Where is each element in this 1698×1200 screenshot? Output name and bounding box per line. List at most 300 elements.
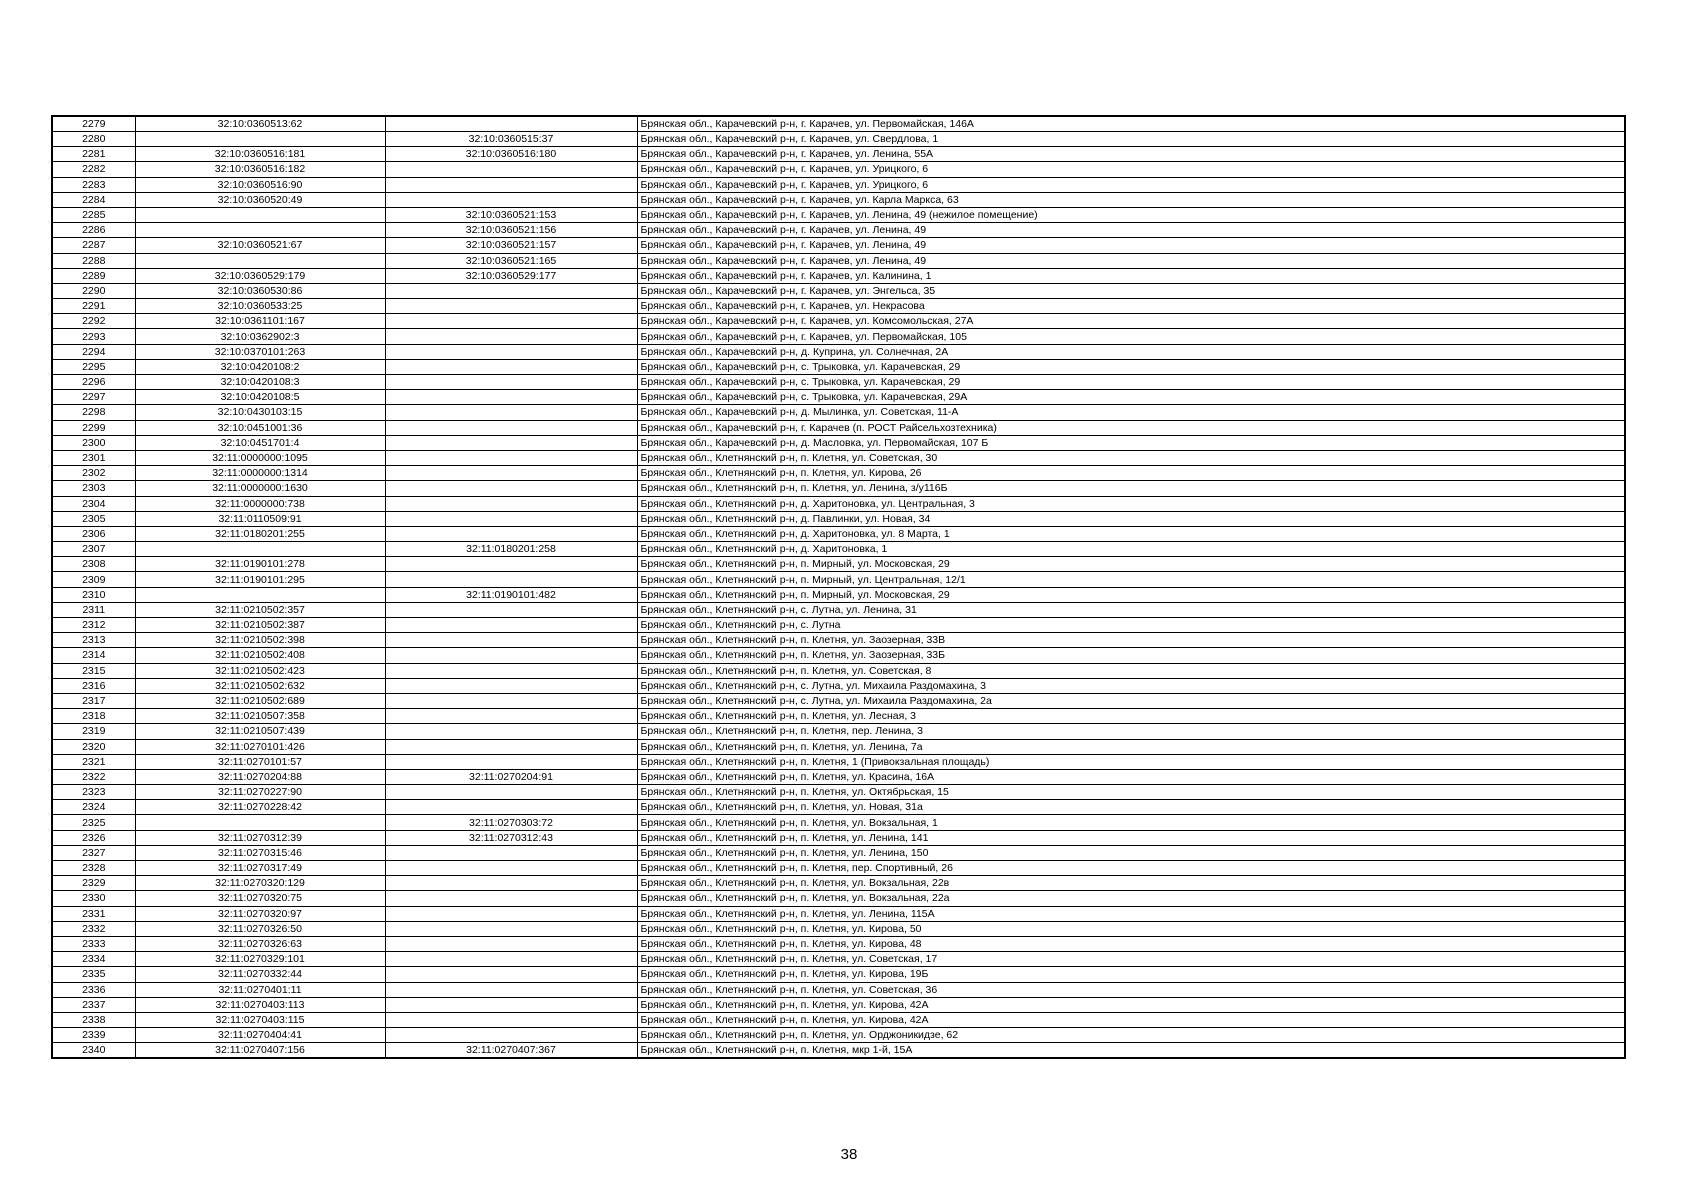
row-number-cell: 2317 (52, 693, 135, 708)
related-cadastral-number-cell (385, 390, 637, 405)
table-row (52, 283, 1625, 298)
table-row (52, 542, 1625, 557)
related-cadastral-number-cell (385, 572, 637, 587)
row-number-cell: 2293 (52, 329, 135, 344)
related-cadastral-number-cell (385, 982, 637, 997)
address-cell: Брянская обл., Клетнянский р-н, п. Клетня, ул. Ленина, 150 (637, 845, 1625, 860)
row-number-cell: 2339 (52, 1028, 135, 1043)
table-row (52, 496, 1625, 511)
address-cell: Брянская обл., Клетнянский р-н, п. Клетня, ул. Советская, 17 (637, 952, 1625, 967)
cadastral-number-cell (135, 815, 385, 830)
related-cadastral-number-cell (385, 678, 637, 693)
address-cell: Брянская обл., Клетнянский р-н, п. Клетня, ул. Кирова, 19Б (637, 967, 1625, 982)
table-row (52, 845, 1625, 860)
cadastral-number-cell: 32:11:0000000:1630 (135, 481, 385, 496)
cadastral-number-cell: 32:10:0420108:2 (135, 359, 385, 374)
row-number-cell: 2309 (52, 572, 135, 587)
row-number-cell: 2308 (52, 557, 135, 572)
related-cadastral-number-cell: 32:11:0190101:482 (385, 587, 637, 602)
cadastral-number-cell: 32:11:0270407:156 (135, 1043, 385, 1059)
related-cadastral-number-cell (385, 299, 637, 314)
cadastral-number-cell: 32:11:0270317:49 (135, 861, 385, 876)
row-number-cell: 2334 (52, 952, 135, 967)
cadastral-number-cell: 32:10:0361101:167 (135, 314, 385, 329)
row-number-cell: 2288 (52, 253, 135, 268)
table-row (52, 906, 1625, 921)
row-number-cell: 2298 (52, 405, 135, 420)
row-number-cell: 2324 (52, 800, 135, 815)
row-number-cell: 2336 (52, 982, 135, 997)
table-row (52, 967, 1625, 982)
row-number-cell: 2310 (52, 587, 135, 602)
address-cell: Брянская обл., Карачевский р-н, д. Мылинка, ул. Советская, 11-А (637, 405, 1625, 420)
row-number-cell: 2331 (52, 906, 135, 921)
address-cell: Брянская обл., Клетнянский р-н, п. Клетня, пер. Ленина, 3 (637, 724, 1625, 739)
table-row (52, 253, 1625, 268)
cadastral-number-cell: 32:11:0210507:358 (135, 709, 385, 724)
cadastral-number-cell: 32:10:0360516:181 (135, 147, 385, 162)
cadastral-number-cell: 32:10:0360520:49 (135, 192, 385, 207)
row-number-cell: 2319 (52, 724, 135, 739)
table-row (52, 861, 1625, 876)
related-cadastral-number-cell (385, 967, 637, 982)
row-number-cell: 2304 (52, 496, 135, 511)
table-row (52, 207, 1625, 222)
table-row (52, 602, 1625, 617)
row-number-cell: 2323 (52, 785, 135, 800)
cadastral-number-cell: 32:11:0210502:632 (135, 678, 385, 693)
cadastral-number-cell (135, 587, 385, 602)
table-row (52, 299, 1625, 314)
address-cell: Брянская обл., Клетнянский р-н, д. Харитоновка, ул. Центральная, 3 (637, 496, 1625, 511)
address-cell: Брянская обл., Карачевский р-н, г. Карачев, ул. Урицкого, 6 (637, 177, 1625, 192)
address-cell: Брянская обл., Карачевский р-н, г. Карачев, ул. Некрасова (637, 299, 1625, 314)
table-row (52, 268, 1625, 283)
address-cell: Брянская обл., Клетнянский р-н, п. Клетня, ул. Новая, 31а (637, 800, 1625, 815)
table-row (52, 785, 1625, 800)
related-cadastral-number-cell (385, 633, 637, 648)
table-row (52, 405, 1625, 420)
row-number-cell: 2300 (52, 435, 135, 450)
row-number-cell: 2294 (52, 344, 135, 359)
related-cadastral-number-cell (385, 557, 637, 572)
related-cadastral-number-cell (385, 481, 637, 496)
cadastral-number-cell: 32:11:0210502:357 (135, 602, 385, 617)
related-cadastral-number-cell (385, 162, 637, 177)
table-row (52, 618, 1625, 633)
cadastral-number-cell: 32:11:0270329:101 (135, 952, 385, 967)
address-cell: Брянская обл., Карачевский р-н, г. Карачев, ул. Ленина, 49 (637, 223, 1625, 238)
row-number-cell: 2320 (52, 739, 135, 754)
row-number-cell: 2314 (52, 648, 135, 663)
cadastral-number-cell: 32:11:0270332:44 (135, 967, 385, 982)
table-row (52, 223, 1625, 238)
related-cadastral-number-cell (385, 116, 637, 132)
related-cadastral-number-cell (385, 450, 637, 465)
related-cadastral-number-cell (385, 845, 637, 860)
row-number-cell: 2329 (52, 876, 135, 891)
cadastral-number-cell: 32:11:0270403:113 (135, 997, 385, 1012)
table-row (52, 587, 1625, 602)
row-number-cell: 2338 (52, 1012, 135, 1027)
address-cell: Брянская обл., Клетнянский р-н, п. Клетня, ул. Октябрьская, 15 (637, 785, 1625, 800)
cadastral-number-cell: 32:11:0000000:738 (135, 496, 385, 511)
related-cadastral-number-cell (385, 405, 637, 420)
address-cell: Брянская обл., Карачевский р-н, г. Карачев (п. РОСТ Райсельхозтехника) (637, 420, 1625, 435)
table-row (52, 648, 1625, 663)
address-cell: Брянская обл., Клетнянский р-н, п. Мирный, ул. Московская, 29 (637, 587, 1625, 602)
related-cadastral-number-cell (385, 526, 637, 541)
cadastral-number-cell: 32:11:0000000:1314 (135, 466, 385, 481)
address-cell: Брянская обл., Клетнянский р-н, п. Клетня, ул. Кирова, 48 (637, 936, 1625, 951)
table-row (52, 739, 1625, 754)
row-number-cell: 2302 (52, 466, 135, 481)
row-number-cell: 2287 (52, 238, 135, 253)
related-cadastral-number-cell (385, 997, 637, 1012)
cadastral-number-cell: 32:11:0270228:42 (135, 800, 385, 815)
cadastral-number-cell: 32:11:0190101:295 (135, 572, 385, 587)
address-cell: Брянская обл., Клетнянский р-н, п. Клетня, ул. Заозерная, 33В (637, 633, 1625, 648)
related-cadastral-number-cell (385, 921, 637, 936)
cadastral-number-cell: 32:10:0360529:179 (135, 268, 385, 283)
related-cadastral-number-cell (385, 466, 637, 481)
cadastral-number-cell: 32:11:0270312:39 (135, 830, 385, 845)
address-cell: Брянская обл., Карачевский р-н, г. Карачев, ул. Первомайская, 105 (637, 329, 1625, 344)
row-number-cell: 2306 (52, 526, 135, 541)
related-cadastral-number-cell (385, 648, 637, 663)
related-cadastral-number-cell (385, 496, 637, 511)
row-number-cell: 2281 (52, 147, 135, 162)
related-cadastral-number-cell: 32:11:0270312:43 (385, 830, 637, 845)
registry-table-body (52, 116, 1625, 1058)
address-cell: Брянская обл., Клетнянский р-н, д. Харитоновка, ул. 8 Марта, 1 (637, 526, 1625, 541)
cadastral-number-cell: 32:11:0000000:1095 (135, 450, 385, 465)
row-number-cell: 2328 (52, 861, 135, 876)
row-number-cell: 2307 (52, 542, 135, 557)
cadastral-number-cell: 32:11:0270320:97 (135, 906, 385, 921)
table-row (52, 815, 1625, 830)
cadastral-number-cell: 32:11:0210502:423 (135, 663, 385, 678)
address-cell: Брянская обл., Клетнянский р-н, с. Лутна, ул. Михаила Раздомахина, 3 (637, 678, 1625, 693)
table-row (52, 1028, 1625, 1043)
table-row (52, 116, 1625, 132)
related-cadastral-number-cell (385, 1028, 637, 1043)
table-row (52, 1012, 1625, 1027)
address-cell: Брянская обл., Клетнянский р-н, п. Клетня, ул. Ленина, 115А (637, 906, 1625, 921)
row-number-cell: 2340 (52, 1043, 135, 1059)
row-number-cell: 2326 (52, 830, 135, 845)
table-row (52, 481, 1625, 496)
cadastral-number-cell: 32:11:0210502:398 (135, 633, 385, 648)
row-number-cell: 2305 (52, 511, 135, 526)
page-number: 38 (840, 1146, 858, 1163)
related-cadastral-number-cell (385, 344, 637, 359)
row-number-cell: 2330 (52, 891, 135, 906)
address-cell: Брянская обл., Клетнянский р-н, п. Клетня, ул. Кирова, 50 (637, 921, 1625, 936)
cadastral-number-cell: 32:11:0110509:91 (135, 511, 385, 526)
row-number-cell: 2321 (52, 754, 135, 769)
row-number-cell: 2285 (52, 207, 135, 222)
row-number-cell: 2325 (52, 815, 135, 830)
table-row (52, 238, 1625, 253)
cadastral-number-cell: 32:11:0270227:90 (135, 785, 385, 800)
related-cadastral-number-cell: 32:11:0270407:367 (385, 1043, 637, 1059)
cadastral-number-cell: 32:10:0360516:182 (135, 162, 385, 177)
related-cadastral-number-cell (385, 511, 637, 526)
row-number-cell: 2297 (52, 390, 135, 405)
address-cell: Брянская обл., Клетнянский р-н, п. Клетня, ул. Советская, 36 (637, 982, 1625, 997)
address-cell: Брянская обл., Карачевский р-н, г. Карачев, ул. Первомайская, 146А (637, 116, 1625, 132)
table-row (52, 511, 1625, 526)
related-cadastral-number-cell (385, 435, 637, 450)
row-number-cell: 2286 (52, 223, 135, 238)
row-number-cell: 2291 (52, 299, 135, 314)
cadastral-number-cell: 32:11:0270320:75 (135, 891, 385, 906)
table-row (52, 192, 1625, 207)
address-cell: Брянская обл., Карачевский р-н, г. Карачев, ул. Ленина, 55А (637, 147, 1625, 162)
related-cadastral-number-cell (385, 602, 637, 617)
related-cadastral-number-cell (385, 861, 637, 876)
row-number-cell: 2289 (52, 268, 135, 283)
related-cadastral-number-cell (385, 724, 637, 739)
address-cell: Брянская обл., Клетнянский р-н, п. Клетня, ул. Ленина, 7а (637, 739, 1625, 754)
address-cell: Брянская обл., Карачевский р-н, г. Карачев, ул. Урицкого, 6 (637, 162, 1625, 177)
related-cadastral-number-cell (385, 1012, 637, 1027)
address-cell: Брянская обл., Клетнянский р-н, п. Клетня, ул. Орджоникидзе, 62 (637, 1028, 1625, 1043)
related-cadastral-number-cell (385, 663, 637, 678)
related-cadastral-number-cell (385, 420, 637, 435)
table-row (52, 314, 1625, 329)
address-cell: Брянская обл., Карачевский р-н, г. Карачев, ул. Ленина, 49 (637, 253, 1625, 268)
address-cell: Брянская обл., Клетнянский р-н, п. Клетня, 1 (Привокзальная площадь) (637, 754, 1625, 769)
related-cadastral-number-cell (385, 375, 637, 390)
row-number-cell: 2313 (52, 633, 135, 648)
cadastral-number-cell: 32:10:0360530:86 (135, 283, 385, 298)
table-row (52, 876, 1625, 891)
cadastral-number-cell: 32:10:0360516:90 (135, 177, 385, 192)
row-number-cell: 2311 (52, 602, 135, 617)
table-row (52, 891, 1625, 906)
table-row (52, 997, 1625, 1012)
related-cadastral-number-cell (385, 618, 637, 633)
address-cell: Брянская обл., Карачевский р-н, г. Карачев, ул. Калинина, 1 (637, 268, 1625, 283)
table-row (52, 800, 1625, 815)
cadastral-number-cell: 32:11:0270326:50 (135, 921, 385, 936)
address-cell: Брянская обл., Карачевский р-н, г. Карачев, ул. Комсомольская, 27А (637, 314, 1625, 329)
related-cadastral-number-cell (385, 876, 637, 891)
table-row (52, 375, 1625, 390)
address-cell: Брянская обл., Клетнянский р-н, п. Клетня, ул. Вокзальная, 1 (637, 815, 1625, 830)
property-registry-table (51, 115, 1626, 1059)
row-number-cell: 2322 (52, 769, 135, 784)
related-cadastral-number-cell (385, 709, 637, 724)
row-number-cell: 2335 (52, 967, 135, 982)
cadastral-number-cell: 32:10:0451701:4 (135, 435, 385, 450)
table-row (52, 830, 1625, 845)
table-row (52, 982, 1625, 997)
cadastral-number-cell: 32:11:0190101:278 (135, 557, 385, 572)
cadastral-number-cell: 32:11:0180201:255 (135, 526, 385, 541)
row-number-cell: 2284 (52, 192, 135, 207)
address-cell: Брянская обл., Карачевский р-н, с. Трыковка, ул. Карачевская, 29А (637, 390, 1625, 405)
address-cell: Брянская обл., Клетнянский р-н, п. Мирный, ул. Московская, 29 (637, 557, 1625, 572)
address-cell: Брянская обл., Клетнянский р-н, п. Клетня, ул. Красина, 16А (637, 769, 1625, 784)
row-number-cell: 2327 (52, 845, 135, 860)
related-cadastral-number-cell (385, 192, 637, 207)
row-number-cell: 2312 (52, 618, 135, 633)
related-cadastral-number-cell: 32:10:0360521:156 (385, 223, 637, 238)
table-row (52, 329, 1625, 344)
row-number-cell: 2332 (52, 921, 135, 936)
address-cell: Брянская обл., Клетнянский р-н, п. Клетня, мкр 1-й, 15А (637, 1043, 1625, 1059)
row-number-cell: 2337 (52, 997, 135, 1012)
table-row (52, 466, 1625, 481)
cadastral-number-cell (135, 132, 385, 147)
address-cell: Брянская обл., Клетнянский р-н, д. Харитоновка, 1 (637, 542, 1625, 557)
address-cell: Брянская обл., Клетнянский р-н, п. Клетня, ул. Заозерная, 33Б (637, 648, 1625, 663)
address-cell: Брянская обл., Клетнянский р-н, с. Лутна, ул. Михаила Раздомахина, 2а (637, 693, 1625, 708)
row-number-cell: 2292 (52, 314, 135, 329)
address-cell: Брянская обл., Клетнянский р-н, п. Клетня, ул. Ленина, 141 (637, 830, 1625, 845)
row-number-cell: 2296 (52, 375, 135, 390)
cadastral-number-cell: 32:10:0360533:25 (135, 299, 385, 314)
related-cadastral-number-cell: 32:10:0360529:177 (385, 268, 637, 283)
table-row (52, 420, 1625, 435)
table-row (52, 678, 1625, 693)
related-cadastral-number-cell: 32:11:0270204:91 (385, 769, 637, 784)
address-cell: Брянская обл., Карачевский р-н, г. Карачев, ул. Ленина, 49 (нежилое помещение) (637, 207, 1625, 222)
cadastral-number-cell: 32:10:0370101:263 (135, 344, 385, 359)
row-number-cell: 2279 (52, 116, 135, 132)
related-cadastral-number-cell: 32:11:0180201:258 (385, 542, 637, 557)
related-cadastral-number-cell (385, 754, 637, 769)
row-number-cell: 2333 (52, 936, 135, 951)
table-row (52, 557, 1625, 572)
table-row (52, 693, 1625, 708)
related-cadastral-number-cell (385, 891, 637, 906)
related-cadastral-number-cell (385, 952, 637, 967)
cadastral-number-cell: 32:10:0420108:3 (135, 375, 385, 390)
related-cadastral-number-cell (385, 314, 637, 329)
table-row (52, 769, 1625, 784)
cadastral-number-cell: 32:11:0270315:46 (135, 845, 385, 860)
address-cell: Брянская обл., Клетнянский р-н, п. Клетня, ул. Ленина, з/у116Б (637, 481, 1625, 496)
table-row (52, 132, 1625, 147)
related-cadastral-number-cell: 32:10:0360521:157 (385, 238, 637, 253)
row-number-cell: 2283 (52, 177, 135, 192)
cadastral-number-cell: 32:11:0270403:115 (135, 1012, 385, 1027)
related-cadastral-number-cell: 32:11:0270303:72 (385, 815, 637, 830)
address-cell: Брянская обл., Карачевский р-н, г. Карачев, ул. Свердлова, 1 (637, 132, 1625, 147)
related-cadastral-number-cell: 32:10:0360516:180 (385, 147, 637, 162)
address-cell: Брянская обл., Клетнянский р-н, п. Клетня, ул. Советская, 30 (637, 450, 1625, 465)
table-row (52, 177, 1625, 192)
related-cadastral-number-cell (385, 359, 637, 374)
address-cell: Брянская обл., Клетнянский р-н, п. Мирный, ул. Центральная, 12/1 (637, 572, 1625, 587)
address-cell: Брянская обл., Клетнянский р-н, д. Павлинки, ул. Новая, 34 (637, 511, 1625, 526)
table-row (52, 344, 1625, 359)
table-row (52, 450, 1625, 465)
table-row (52, 633, 1625, 648)
address-cell: Брянская обл., Клетнянский р-н, с. Лутна, ул. Ленина, 31 (637, 602, 1625, 617)
related-cadastral-number-cell (385, 785, 637, 800)
table-row (52, 1043, 1625, 1059)
address-cell: Брянская обл., Клетнянский р-н, п. Клетня, ул. Вокзальная, 22в (637, 876, 1625, 891)
address-cell: Брянская обл., Карачевский р-н, с. Трыковка, ул. Карачевская, 29 (637, 359, 1625, 374)
related-cadastral-number-cell (385, 800, 637, 815)
table-row (52, 526, 1625, 541)
table-row (52, 921, 1625, 936)
row-number-cell: 2301 (52, 450, 135, 465)
row-number-cell: 2303 (52, 481, 135, 496)
table-row (52, 147, 1625, 162)
row-number-cell: 2290 (52, 283, 135, 298)
address-cell: Брянская обл., Карачевский р-н, г. Карачев, ул. Карла Маркса, 63 (637, 192, 1625, 207)
cadastral-number-cell: 32:11:0270320:129 (135, 876, 385, 891)
row-number-cell: 2318 (52, 709, 135, 724)
address-cell: Брянская обл., Клетнянский р-н, с. Лутна (637, 618, 1625, 633)
table-row (52, 663, 1625, 678)
cadastral-number-cell: 32:11:0270326:63 (135, 936, 385, 951)
cadastral-number-cell: 32:10:0360521:67 (135, 238, 385, 253)
table-row (52, 435, 1625, 450)
address-cell: Брянская обл., Клетнянский р-н, п. Клетня, ул. Кирова, 42А (637, 997, 1625, 1012)
cadastral-number-cell (135, 542, 385, 557)
cadastral-number-cell: 32:10:0420108:5 (135, 390, 385, 405)
table-row (52, 390, 1625, 405)
row-number-cell: 2315 (52, 663, 135, 678)
cadastral-number-cell: 32:10:0451001:36 (135, 420, 385, 435)
cadastral-number-cell: 32:11:0210502:387 (135, 618, 385, 633)
related-cadastral-number-cell: 32:10:0360515:37 (385, 132, 637, 147)
address-cell: Брянская обл., Карачевский р-н, с. Трыковка, ул. Карачевская, 29 (637, 375, 1625, 390)
cadastral-number-cell: 32:11:0210507:439 (135, 724, 385, 739)
address-cell: Брянская обл., Клетнянский р-н, п. Клетня, ул. Лесная, 3 (637, 709, 1625, 724)
related-cadastral-number-cell: 32:10:0360521:153 (385, 207, 637, 222)
address-cell: Брянская обл., Клетнянский р-н, п. Клетня, пер. Спортивный, 26 (637, 861, 1625, 876)
address-cell: Брянская обл., Карачевский р-н, г. Карачев, ул. Ленина, 49 (637, 238, 1625, 253)
related-cadastral-number-cell (385, 177, 637, 192)
related-cadastral-number-cell (385, 329, 637, 344)
row-number-cell: 2299 (52, 420, 135, 435)
related-cadastral-number-cell (385, 739, 637, 754)
cadastral-number-cell: 32:10:0360513:62 (135, 116, 385, 132)
cadastral-number-cell (135, 207, 385, 222)
row-number-cell: 2295 (52, 359, 135, 374)
cadastral-number-cell (135, 223, 385, 238)
address-cell: Брянская обл., Клетнянский р-н, п. Клетня, ул. Вокзальная, 22а (637, 891, 1625, 906)
related-cadastral-number-cell (385, 283, 637, 298)
table-row (52, 936, 1625, 951)
address-cell: Брянская обл., Клетнянский р-н, п. Клетня, ул. Советская, 8 (637, 663, 1625, 678)
cadastral-number-cell: 32:11:0270204:88 (135, 769, 385, 784)
related-cadastral-number-cell: 32:10:0360521:165 (385, 253, 637, 268)
table-row (52, 724, 1625, 739)
address-cell: Брянская обл., Клетнянский р-н, п. Клетня, ул. Кирова, 42А (637, 1012, 1625, 1027)
address-cell: Брянская обл., Карачевский р-н, д. Куприна, ул. Солнечная, 2А (637, 344, 1625, 359)
table-row (52, 754, 1625, 769)
address-cell: Брянская обл., Клетнянский р-н, п. Клетня, ул. Кирова, 26 (637, 466, 1625, 481)
table-row (52, 709, 1625, 724)
row-number-cell: 2282 (52, 162, 135, 177)
cadastral-number-cell (135, 253, 385, 268)
table-row (52, 952, 1625, 967)
related-cadastral-number-cell (385, 693, 637, 708)
address-cell: Брянская обл., Карачевский р-н, г. Карачев, ул. Энгельса, 35 (637, 283, 1625, 298)
cadastral-number-cell: 32:11:0210502:689 (135, 693, 385, 708)
related-cadastral-number-cell (385, 936, 637, 951)
cadastral-number-cell: 32:10:0362902:3 (135, 329, 385, 344)
